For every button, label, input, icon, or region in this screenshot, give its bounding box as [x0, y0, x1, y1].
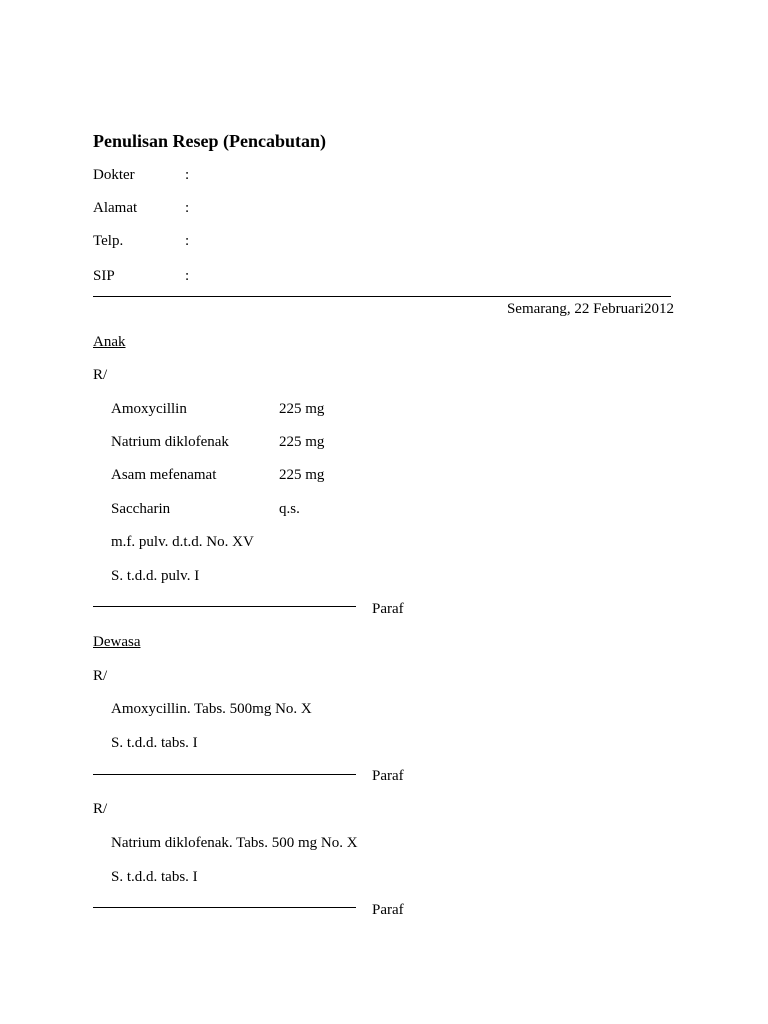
drug-dose: q.s. — [279, 501, 300, 517]
field-separator: : — [185, 268, 190, 284]
recipe-mark: R/ — [93, 668, 108, 684]
field-label-sip: SIP — [93, 268, 115, 284]
field-label-telp: Telp. — [93, 233, 124, 249]
drug-dose: 225 mg — [279, 467, 325, 483]
drug-name: Natrium diklofenak — [111, 434, 229, 450]
header-divider — [93, 296, 671, 297]
field-label-dokter: Dokter — [93, 167, 135, 183]
prescription-line: Amoxycillin. Tabs. 500mg No. X — [111, 701, 312, 717]
drug-name: Amoxycillin — [111, 401, 187, 417]
page-title: Penulisan Resep (Pencabutan) — [93, 131, 327, 151]
signa: S. t.d.d. tabs. I — [111, 869, 198, 885]
field-label-alamat: Alamat — [93, 200, 138, 216]
section-heading-dewasa: Dewasa — [93, 634, 141, 650]
drug-name: Saccharin — [111, 501, 171, 517]
drug-dose: 225 mg — [279, 401, 325, 417]
paraf-label: Paraf — [372, 601, 404, 617]
drug-dose: 225 mg — [279, 434, 325, 450]
recipe-mark: R/ — [93, 367, 108, 383]
place-date: Semarang, 22 Februari2012 — [506, 301, 674, 317]
compounding-instruction: m.f. pulv. d.t.d. No. XV — [111, 534, 254, 550]
prescription-line: Natrium diklofenak. Tabs. 500 mg No. X — [111, 835, 358, 851]
section-heading-anak: Anak — [93, 334, 126, 350]
paraf-label: Paraf — [372, 902, 404, 918]
signature-line — [93, 774, 356, 775]
field-separator: : — [185, 167, 190, 183]
signa: S. t.d.d. pulv. I — [111, 568, 200, 584]
field-separator: : — [185, 233, 190, 249]
paraf-label: Paraf — [372, 768, 404, 784]
signature-line — [93, 907, 356, 908]
signature-line — [93, 606, 356, 607]
recipe-mark: R/ — [93, 801, 108, 817]
drug-name: Asam mefenamat — [111, 467, 217, 483]
signa: S. t.d.d. tabs. I — [111, 735, 198, 751]
field-separator: : — [185, 200, 190, 216]
